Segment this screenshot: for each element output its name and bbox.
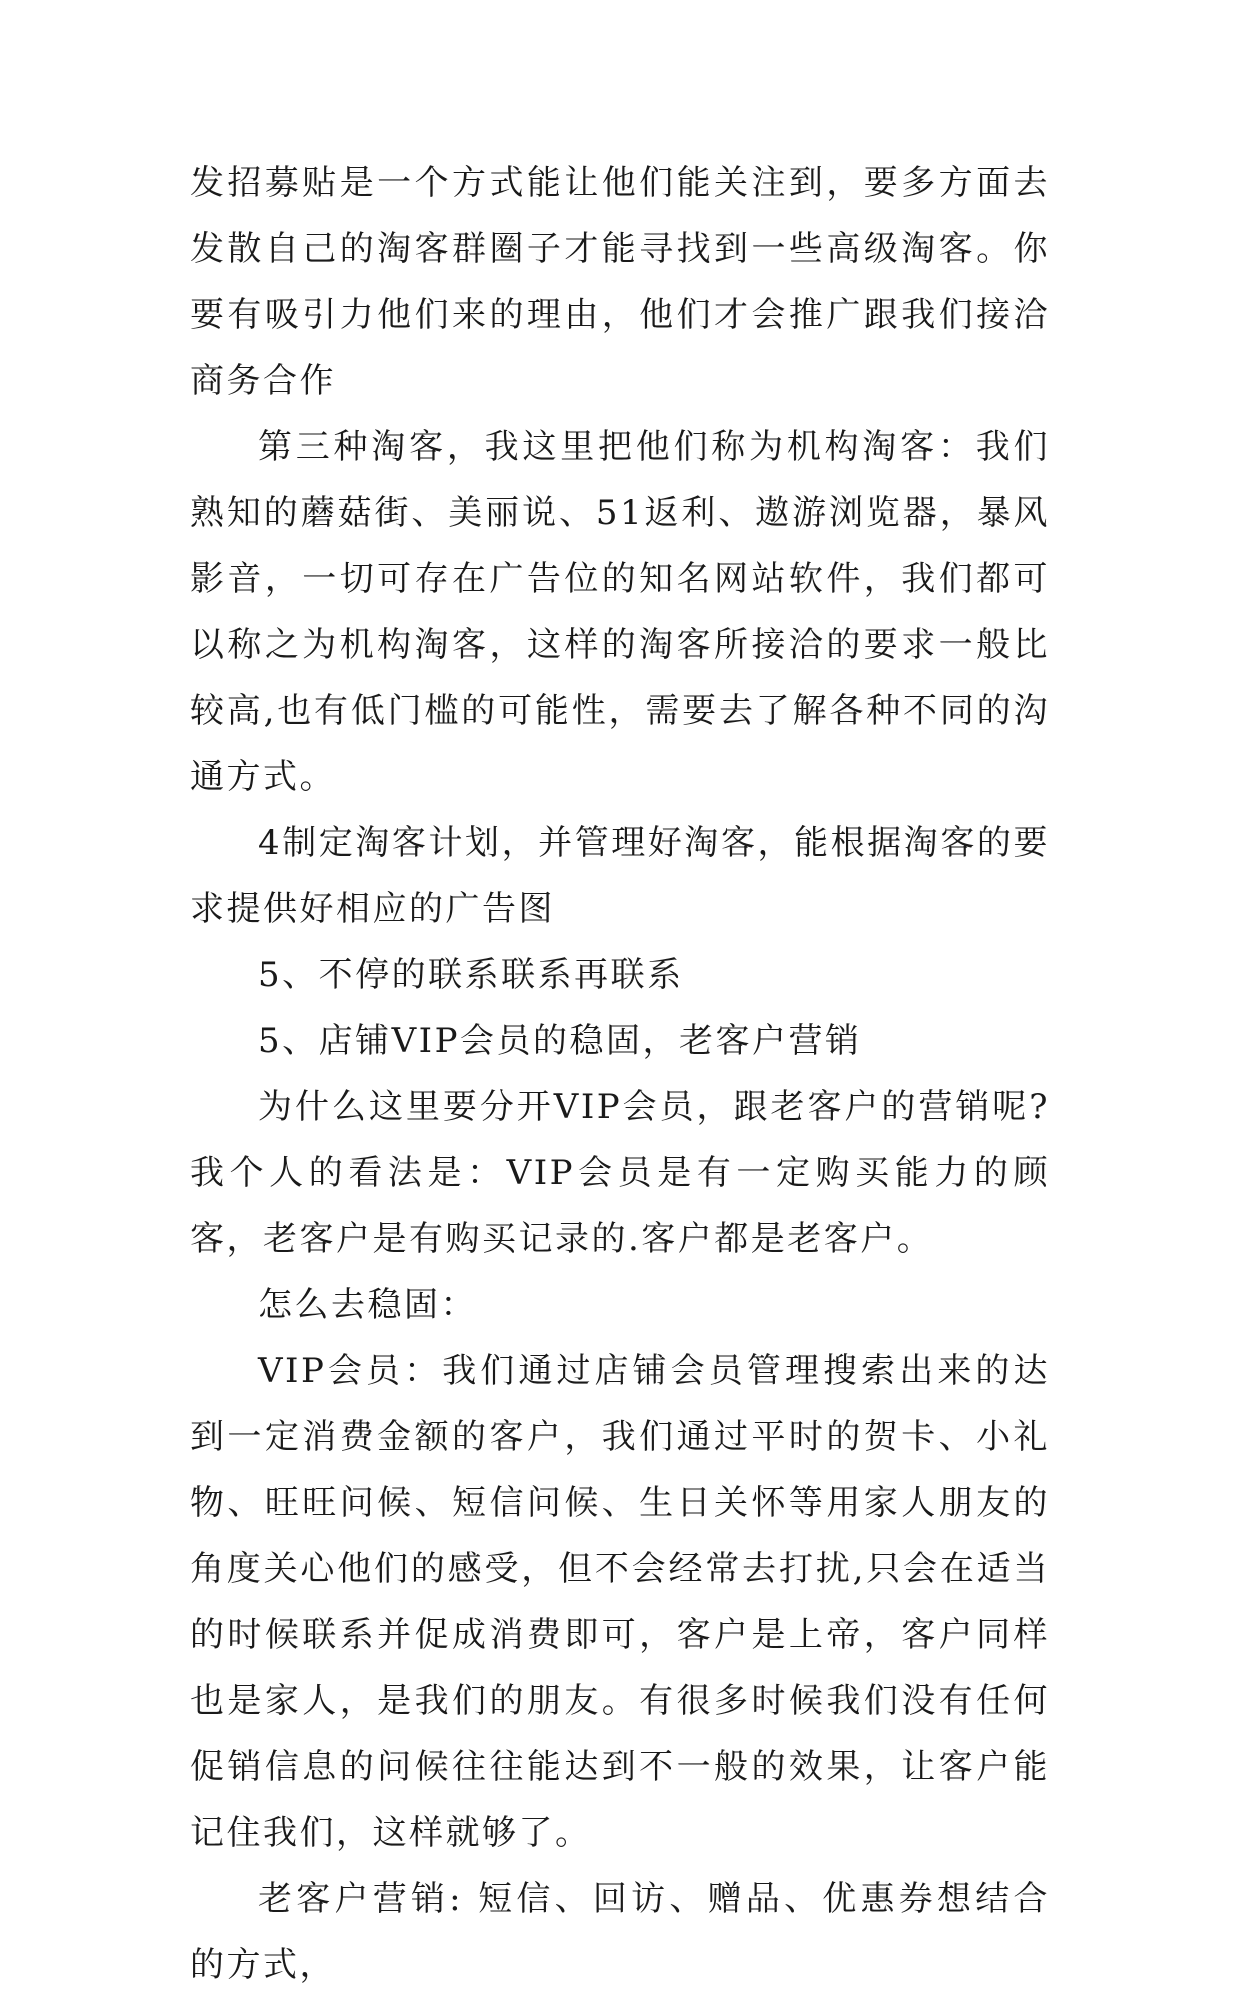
paragraph-vip-vs-old-customers: 为什么这里要分开VIP会员，跟老客户的营销呢?我个人的看法是：VIP会员是有一定购买能力的顾客，老客户是有购买记录的.客户都是老客户。: [190, 1087, 1050, 1259]
paragraph-vip-members: VIP会员：我们通过店铺会员管理搜索出来的达到一定消费金额的客户，我们通过平时的贺卡、小礼物、旺旺问候、短信问候、生日关怀等用家人朋友的角度关心他们的感受，但不会经常去打扰,只会在适当的时候联系并促成消费即可，客户是上帝，客户同样也是家人，是我们的朋友。有很多时候我们没有任何促销信息的问候往往能达到不一般的效果，让客户能记住我们，这样就够了。: [190, 1351, 1050, 1853]
paragraph-institutional-affiliates: 第三种淘客，我这里把他们称为机构淘客：我们熟知的蘑菇街、美丽说、51返利、遨游浏览器，暴风影音，一切可存在广告位的知名网站软件，我们都可以称之为机构淘客，这样的淘客所接洽的要求一般比较高,也有低门槛的可能性，需要去了解各种不同的沟通方式。: [190, 427, 1050, 797]
paragraph-keep-contacting: 5、不停的联系联系再联系: [258, 955, 684, 995]
paragraph-vip-heading: 5、店铺VIP会员的稳固，老客户营销: [258, 1021, 862, 1061]
paragraph-recruitment-post: 发招募贴是一个方式能让他们能关注到，要多方面去发散自己的淘客群圈子才能寻找到一些高级淘客。你要有吸引力他们来的理由，他们才会推广跟我们接洽商务合作: [190, 163, 1050, 401]
paragraph-affiliate-plan: 4制定淘客计划，并管理好淘客，能根据淘客的要求提供好相应的广告图: [190, 823, 1050, 929]
paragraph-how-to-stabilize: 怎么去稳固：: [258, 1285, 477, 1325]
document-body: [190, 150, 1050, 1998]
paragraph-old-customer-marketing: 老客户营销: 短信、回访、赠品、优惠券想结合的方式，: [190, 1879, 1050, 1985]
